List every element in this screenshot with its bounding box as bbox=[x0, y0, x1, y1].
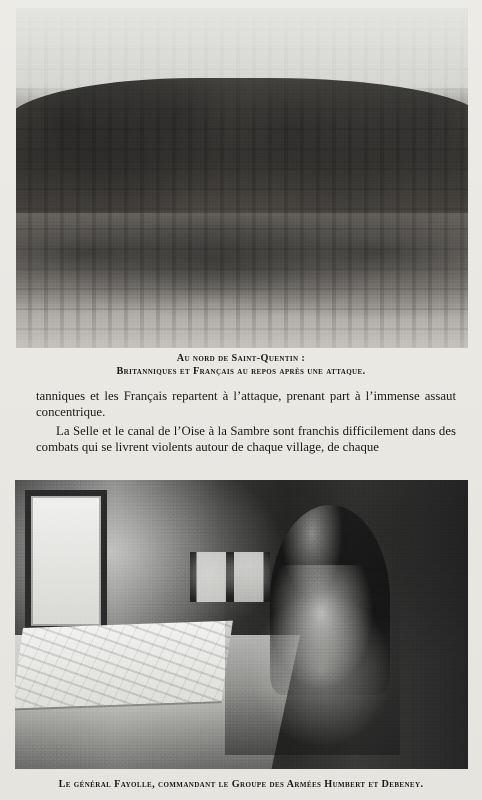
caption-top-line-2: Britanniques et Français au repos après une attaque. bbox=[116, 366, 366, 377]
photo-general-fayolle bbox=[15, 480, 468, 769]
photo-grain bbox=[16, 8, 468, 348]
body-paragraph-2: La Selle et le canal de l’Oise à la Sambre sont franchis difficilement dans des combats qui se livrent violents autour de chaque village, de chaque bbox=[36, 424, 456, 454]
photo-grain bbox=[15, 480, 468, 769]
caption-top-line-1: Au nord de Saint-Quentin : bbox=[176, 353, 306, 364]
photo-british-french-soldiers bbox=[16, 8, 468, 348]
body-paragraph-1: tanniques et les Français repartent à l’attaque, prenant part à l’immense assaut concentrique. bbox=[36, 389, 456, 419]
caption-bottom: Le général Fayolle, commandant le Groupe des Armées Humbert et Debeney. bbox=[58, 779, 424, 790]
